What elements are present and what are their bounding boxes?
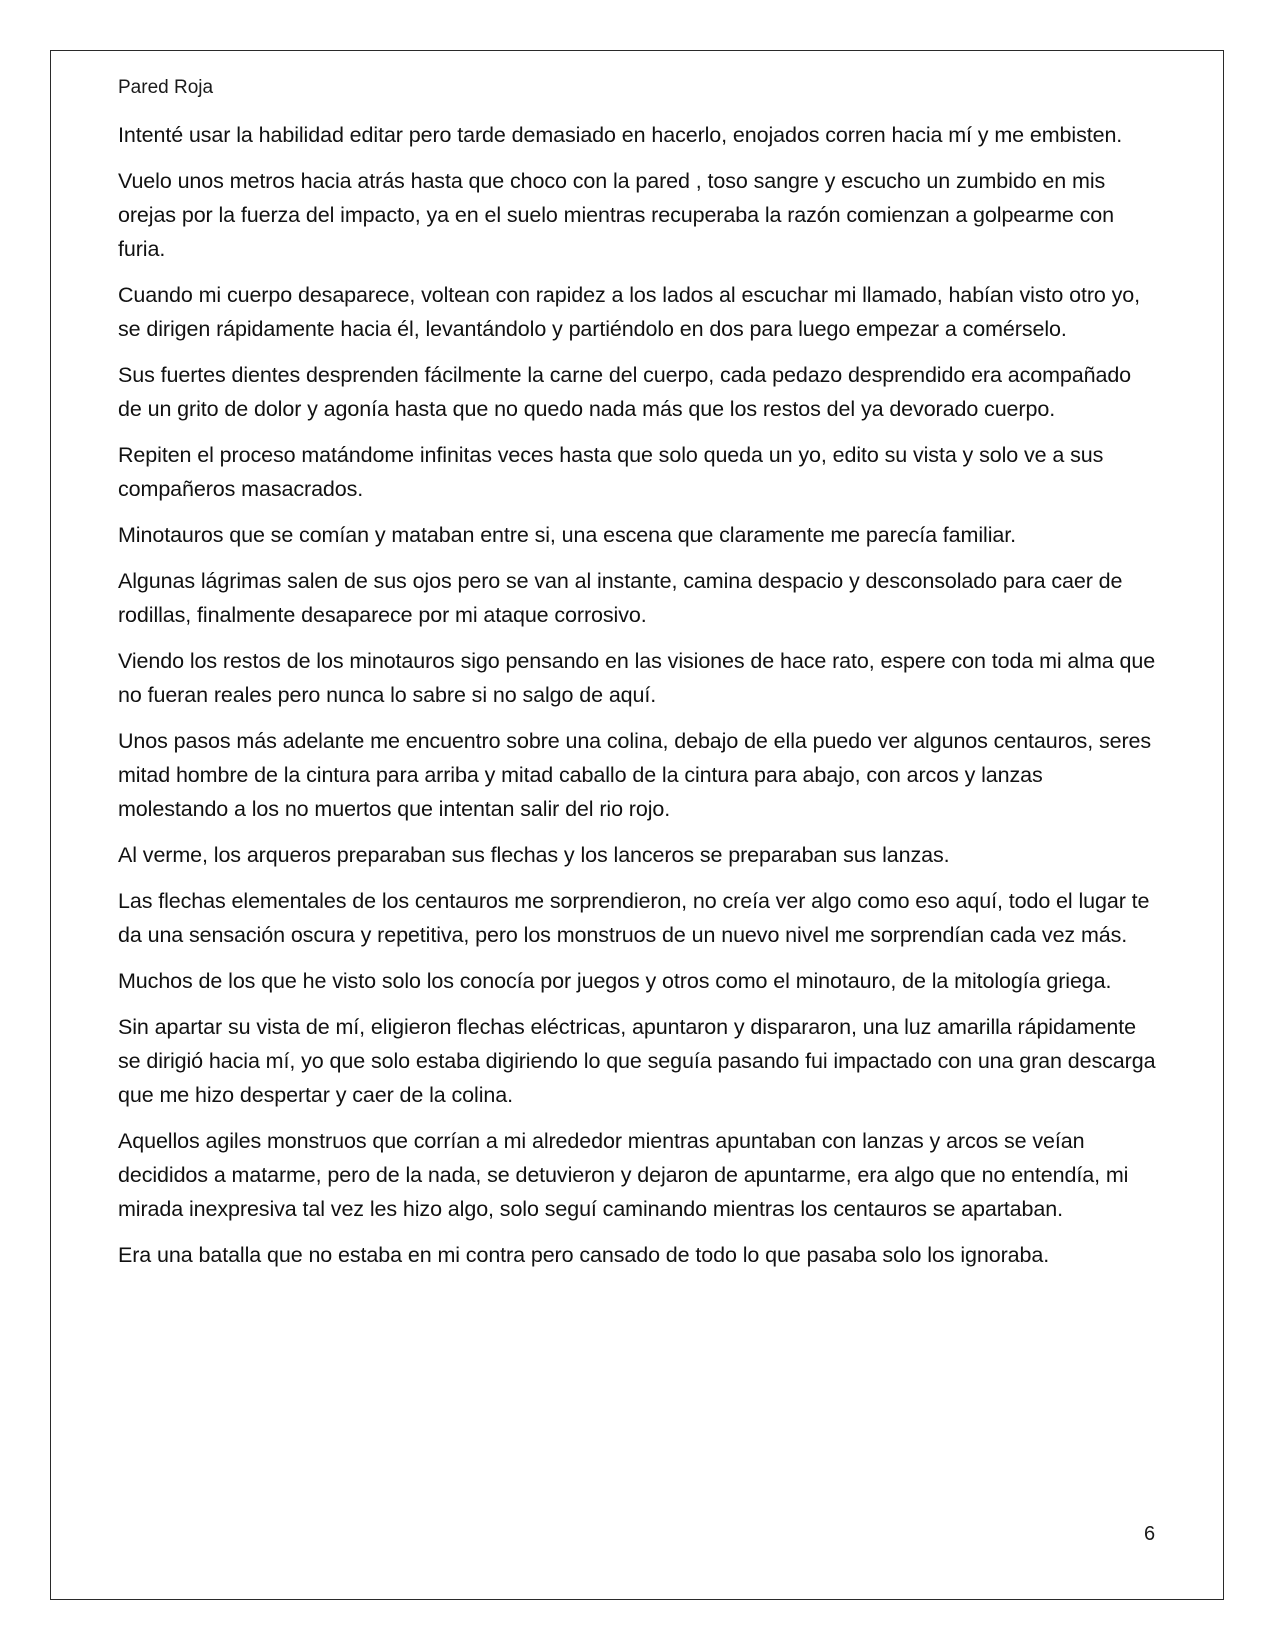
paragraph-8: Viendo los restos de los minotauros sigo pensando en las visiones de hace rato, espere con toda mi alma que no fueran reales pero nunca lo sabre si no salgo de aquí. [118,649,1156,707]
paragraph-7: Algunas lágrimas salen de sus ojos pero se van al instante, camina despacio y desconsolado para caer de rodillas, finalmente desaparece por mi ataque corrosivo. [118,569,1123,627]
document-body [118,118,1158,1284]
paragraph-4: Sus fuertes dientes desprenden fácilmente la carne del cuerpo, cada pedazo desprendido era acompañado de un grito de dolor y agonía hasta que no quedo nada más que los restos del ya devorado cuerpo. [118,363,1132,421]
paragraph-3: Cuando mi cuerpo desaparece, voltean con rapidez a los lados al escuchar mi llamado, habían visto otro yo, se dirigen rápidamente hacia él, levantándolo y partiéndolo en dos para luego empezar a comérselo. [118,283,1140,341]
paragraph-1: Intenté usar la habilidad editar pero tarde demasiado en hacerlo, enojados corren hacia mí y me embisten. [118,123,1123,147]
paragraph-10: Al verme, los arqueros preparaban sus flechas y los lanceros se preparaban sus lanzas. [118,843,950,867]
paragraph-6: Minotauros que se comían y mataban entre si, una escena que claramente me parecía familiar. [118,523,1016,547]
paragraph-15: Era una batalla que no estaba en mi contra pero cansado de todo lo que pasaba solo los ignoraba. [118,1243,1050,1267]
paragraph-9: Unos pasos más adelante me encuentro sobre una colina, debajo de ella puedo ver algunos centauros, seres mitad hombre de la cintura para arriba y mitad caballo de la cintura para abajo, con arcos y lanzas molestando a los no muertos que intentan salir del rio rojo. [118,729,1152,821]
paragraph-11: Las flechas elementales de los centauros me sorprendieron, no creía ver algo como eso aquí, todo el lugar te da una sensación oscura y repetitiva, pero los monstruos de un nuevo nivel me sorprendían cada vez más. [118,889,1150,947]
paragraph-12: Muchos de los que he visto solo los conocía por juegos y otros como el minotauro, de la mitología griega. [118,969,1112,993]
paragraph-5: Repiten el proceso matándome infinitas veces hasta que solo queda un yo, edito su vista y solo ve a sus compañeros masacrados. [118,443,1104,501]
paragraph-14: Aquellos agiles monstruos que corrían a mi alrededor mientras apuntaban con lanzas y arcos se veían decididos a matarme, pero de la nada, se detuvieron y dejaron de apuntarme, era algo que no entendía, mi mirada inexpresiva tal vez les hizo algo, solo seguí caminando mientras los centauros se apartaban. [118,1129,1129,1221]
paragraph-2: Vuelo unos metros hacia atrás hasta que choco con la pared , toso sangre y escucho un zumbido en mis orejas por la fuerza del impacto, ya en el suelo mientras recuperaba la razón comienzan a golpearme con furia. [118,169,1114,261]
page-number: 6 [1144,1523,1156,1545]
page-header-title: Pared Roja [118,77,214,98]
paragraph-13: Sin apartar su vista de mí, eligieron flechas eléctricas, apuntaron y dispararon, una luz amarilla rápidamente se dirigió hacia mí, yo que solo estaba digiriendo lo que seguía pasando fui impactado con una gran descarga que me hizo despertar y caer de la colina. [118,1015,1156,1107]
